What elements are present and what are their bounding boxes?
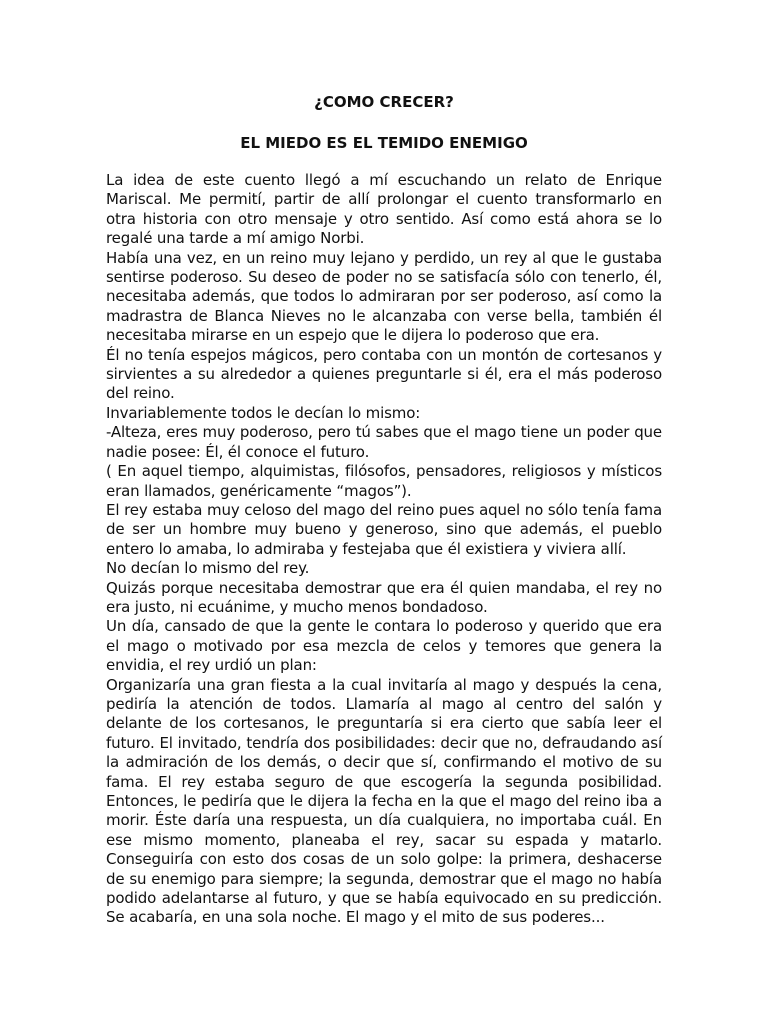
document-body xyxy=(106,171,662,928)
paragraph: El rey estaba muy celoso del mago del reino pues aquel no sólo tenía fama de ser un hombre muy bueno y generoso, sino que además, el pueblo entero lo amaba, lo admiraba y festejaba que él existiera y viviera allí. xyxy=(106,500,662,558)
paragraph: Invariablemente todos le decían lo mismo: xyxy=(106,403,421,422)
paragraph: Había una vez, en un reino muy lejano y perdido, un rey al que le gustaba sentirse poderoso. Su deseo de poder no se satisfacía sólo con tenerlo, él, necesitaba además, que todos lo admiraran por ser poderoso, así como la madrastra de Blanca Nieves no le alcanzaba con verse bella, también él necesitaba mirarse en un espejo que le dijera lo poderoso que era. xyxy=(106,248,662,345)
paragraph: La idea de este cuento llegó a mí escuchando un relato de Enrique Mariscal. Me permití, partir de allí prolongar el cuento transformarlo en otra historia con otro mensaje y otro sentido. Así como está ahora se lo regalé una tarde a mí amigo Norbi. xyxy=(106,171,662,248)
paragraph: Un día, cansado de que la gente le contara lo poderoso y querido que era el mago o motivado por esa mezcla de celos y temores que genera la envidia, el rey urdió un plan: xyxy=(106,617,662,675)
paragraph: ( En aquel tiempo, alquimistas, filósofos, pensadores, religiosos y místicos eran llamados, genéricamente “magos”). xyxy=(106,462,662,500)
paragraph: Él no tenía espejos mágicos, pero contaba con un montón de cortesanos y sirvientes a su alrededor a quienes preguntarle si él, era el más poderoso del reino. xyxy=(106,345,662,403)
paragraph: Quizás porque necesitaba demostrar que era él quien mandaba, el rey no era justo, ni ecuánime, y mucho menos bondadoso. xyxy=(106,578,662,616)
document-title: ¿COMO CRECER? xyxy=(314,93,454,111)
document-subtitle: EL MIEDO ES EL TEMIDO ENEMIGO xyxy=(240,134,528,152)
paragraph: Organizaría una gran fiesta a la cual invitaría al mago y después la cena, pediría la atención de todos. Llamaría al mago al centro del salón y delante de los cortesanos, le preguntaría si era cierto que sabía leer el futuro. El invitado, tendría dos posibilidades: decir que no, defraudando así la admiración de los demás, o decir que sí, confirmando el motivo de su fama. El rey estaba seguro de que escogería la segunda posibilidad. Entonces, le pediría que le dijera la fecha en la que el mago del reino iba a morir. Éste daría una respuesta, un día cualquiera, no importaba cuál. En ese mismo momento, planeaba el rey, sacar su espada y matarlo. Conseguiría con esto dos cosas de un solo golpe: la primera, deshacerse de su enemigo para siempre; la segunda, demostrar que el mago no había podido adelantarse al futuro, y que se había equivocado en su predicción. Se acabaría, en una sola noche. El mago y el mito de sus poderes... xyxy=(106,675,662,927)
paragraph: -Alteza, eres muy poderoso, pero tú sabes que el mago tiene un poder que nadie posee: Él, él conoce el futuro. xyxy=(106,423,662,461)
paragraph: No decían lo mismo del rey. xyxy=(106,559,310,578)
